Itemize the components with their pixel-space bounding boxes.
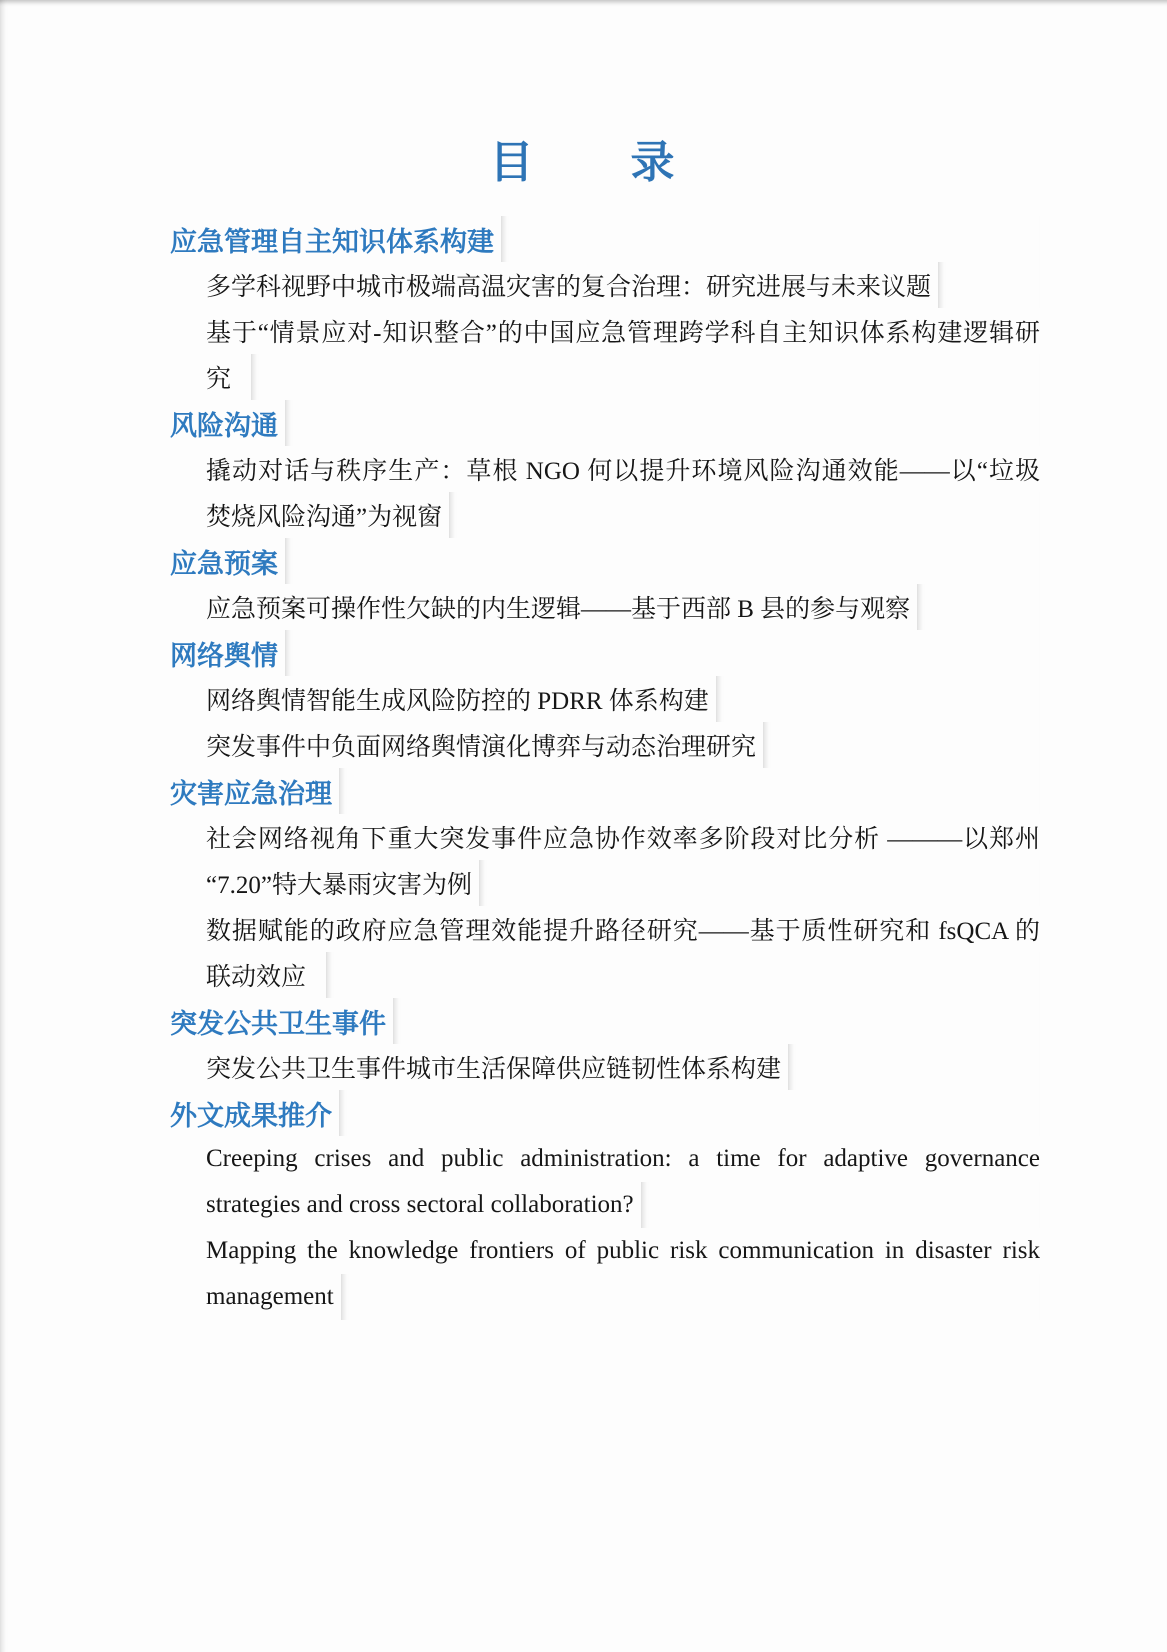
toc-page-number: [341, 1274, 1040, 1320]
toc-entry-row: [170, 1182, 1040, 1228]
toc-page-number: [285, 400, 1040, 446]
toc-entry-row: [170, 308, 1040, 354]
toc-entry-text: management: [206, 1283, 334, 1310]
toc-page-number: [788, 1044, 1040, 1090]
toc-entry-text: 突发公共卫生事件: [170, 1008, 386, 1039]
toc-page-number: [251, 354, 1040, 400]
toc-entry-row: [170, 1228, 1040, 1274]
toc-page-number: [326, 952, 1040, 998]
toc-page-number: [641, 1182, 1040, 1228]
toc-entry-text: 网络舆情智能生成风险防控的 PDRR 体系构建: [206, 688, 709, 715]
toc-entry-row: [170, 1136, 1040, 1182]
toc-page-number: [449, 492, 1040, 538]
toc-entry-text: 外文成果推介: [170, 1100, 332, 1131]
toc-section-row: [170, 630, 1040, 676]
toc-entry-text: 应急管理自主知识体系构建: [170, 226, 494, 257]
toc-entry-text: Mapping the knowledge frontiers of public risk communication in disaster risk: [206, 1237, 1040, 1264]
toc-entry-text: 应急预案: [170, 548, 278, 579]
toc-entry-row: [170, 676, 1040, 722]
toc-entry-text: 灾害应急治理: [170, 778, 332, 809]
toc-entry-row: [170, 722, 1040, 768]
toc-entry-text: 多学科视野中城市极端高温灾害的复合治理：研究进展与未来议题: [206, 274, 932, 301]
toc-page-number: [285, 538, 1040, 584]
toc-entry-text: 联动效应: [206, 964, 307, 991]
toc-page-number: [339, 768, 1040, 814]
table-of-contents: [170, 216, 1040, 1320]
toc-entry-text: 网络舆情: [170, 640, 278, 671]
toc-entry-text: 社会网络视角下重大突发事件应急协作效率多阶段对比分析 ———以郑州: [206, 826, 1040, 853]
toc-page-number: [479, 860, 1040, 906]
toc-entry-row: [170, 584, 1040, 630]
toc-entry-row: [170, 492, 1040, 538]
toc-section-row: [170, 1090, 1040, 1136]
toc-entry-text: 应急预案可操作性欠缺的内生逻辑——基于西部 B 县的参与观察: [206, 596, 911, 623]
toc-page-number: [763, 722, 1040, 768]
toc-entry-text: 突发事件中负面网络舆情演化博弈与动态治理研究: [206, 734, 757, 761]
toc-section-row: [170, 998, 1040, 1044]
toc-entry-text: 究: [206, 366, 232, 393]
toc-section-row: [170, 768, 1040, 814]
toc-section-row: [170, 400, 1040, 446]
toc-page-number: [917, 584, 1040, 630]
toc-page-number: [938, 262, 1040, 308]
toc-entry-text: strategies and cross sectoral collaboration?: [206, 1191, 634, 1218]
toc-entry-row: [170, 262, 1040, 308]
toc-page-number: [393, 998, 1040, 1044]
toc-page-number: [339, 1090, 1040, 1136]
toc-entry-text: 撬动对话与秩序生产：草根 NGO 何以提升环境风险沟通效能——以“垃圾: [206, 458, 1040, 485]
toc-entry-row: [170, 814, 1040, 860]
toc-entry-text: 风险沟通: [170, 410, 278, 441]
toc-page-number: [501, 216, 1040, 262]
page-title: 目 录: [489, 138, 678, 187]
toc-entry-row: [170, 906, 1040, 952]
toc-page-number: [716, 676, 1040, 722]
toc-entry-row: [170, 354, 1040, 400]
toc-entry-text: 焚烧风险沟通”为视窗: [206, 504, 443, 531]
toc-entry-text: 基于“情景应对-知识整合”的中国应急管理跨学科自主知识体系构建逻辑研: [206, 320, 1040, 347]
toc-entry-row: [170, 952, 1040, 998]
toc-entry-row: [170, 446, 1040, 492]
toc-entry-text: Creeping crises and public administration: a time for adaptive governance: [206, 1145, 1040, 1172]
toc-section-row: [170, 216, 1040, 262]
toc-entry-row: [170, 1044, 1040, 1090]
toc-page-number: [285, 630, 1040, 676]
toc-entry-text: 突发公共卫生事件城市生活保障供应链韧性体系构建: [206, 1056, 782, 1083]
toc-entry-text: “7.20”特大暴雨灾害为例: [206, 872, 472, 899]
toc-entry-row: [170, 860, 1040, 906]
toc-entry-text: 数据赋能的政府应急管理效能提升路径研究——基于质性研究和 fsQCA 的: [206, 918, 1040, 945]
toc-entry-row: [170, 1274, 1040, 1320]
toc-section-row: [170, 538, 1040, 584]
